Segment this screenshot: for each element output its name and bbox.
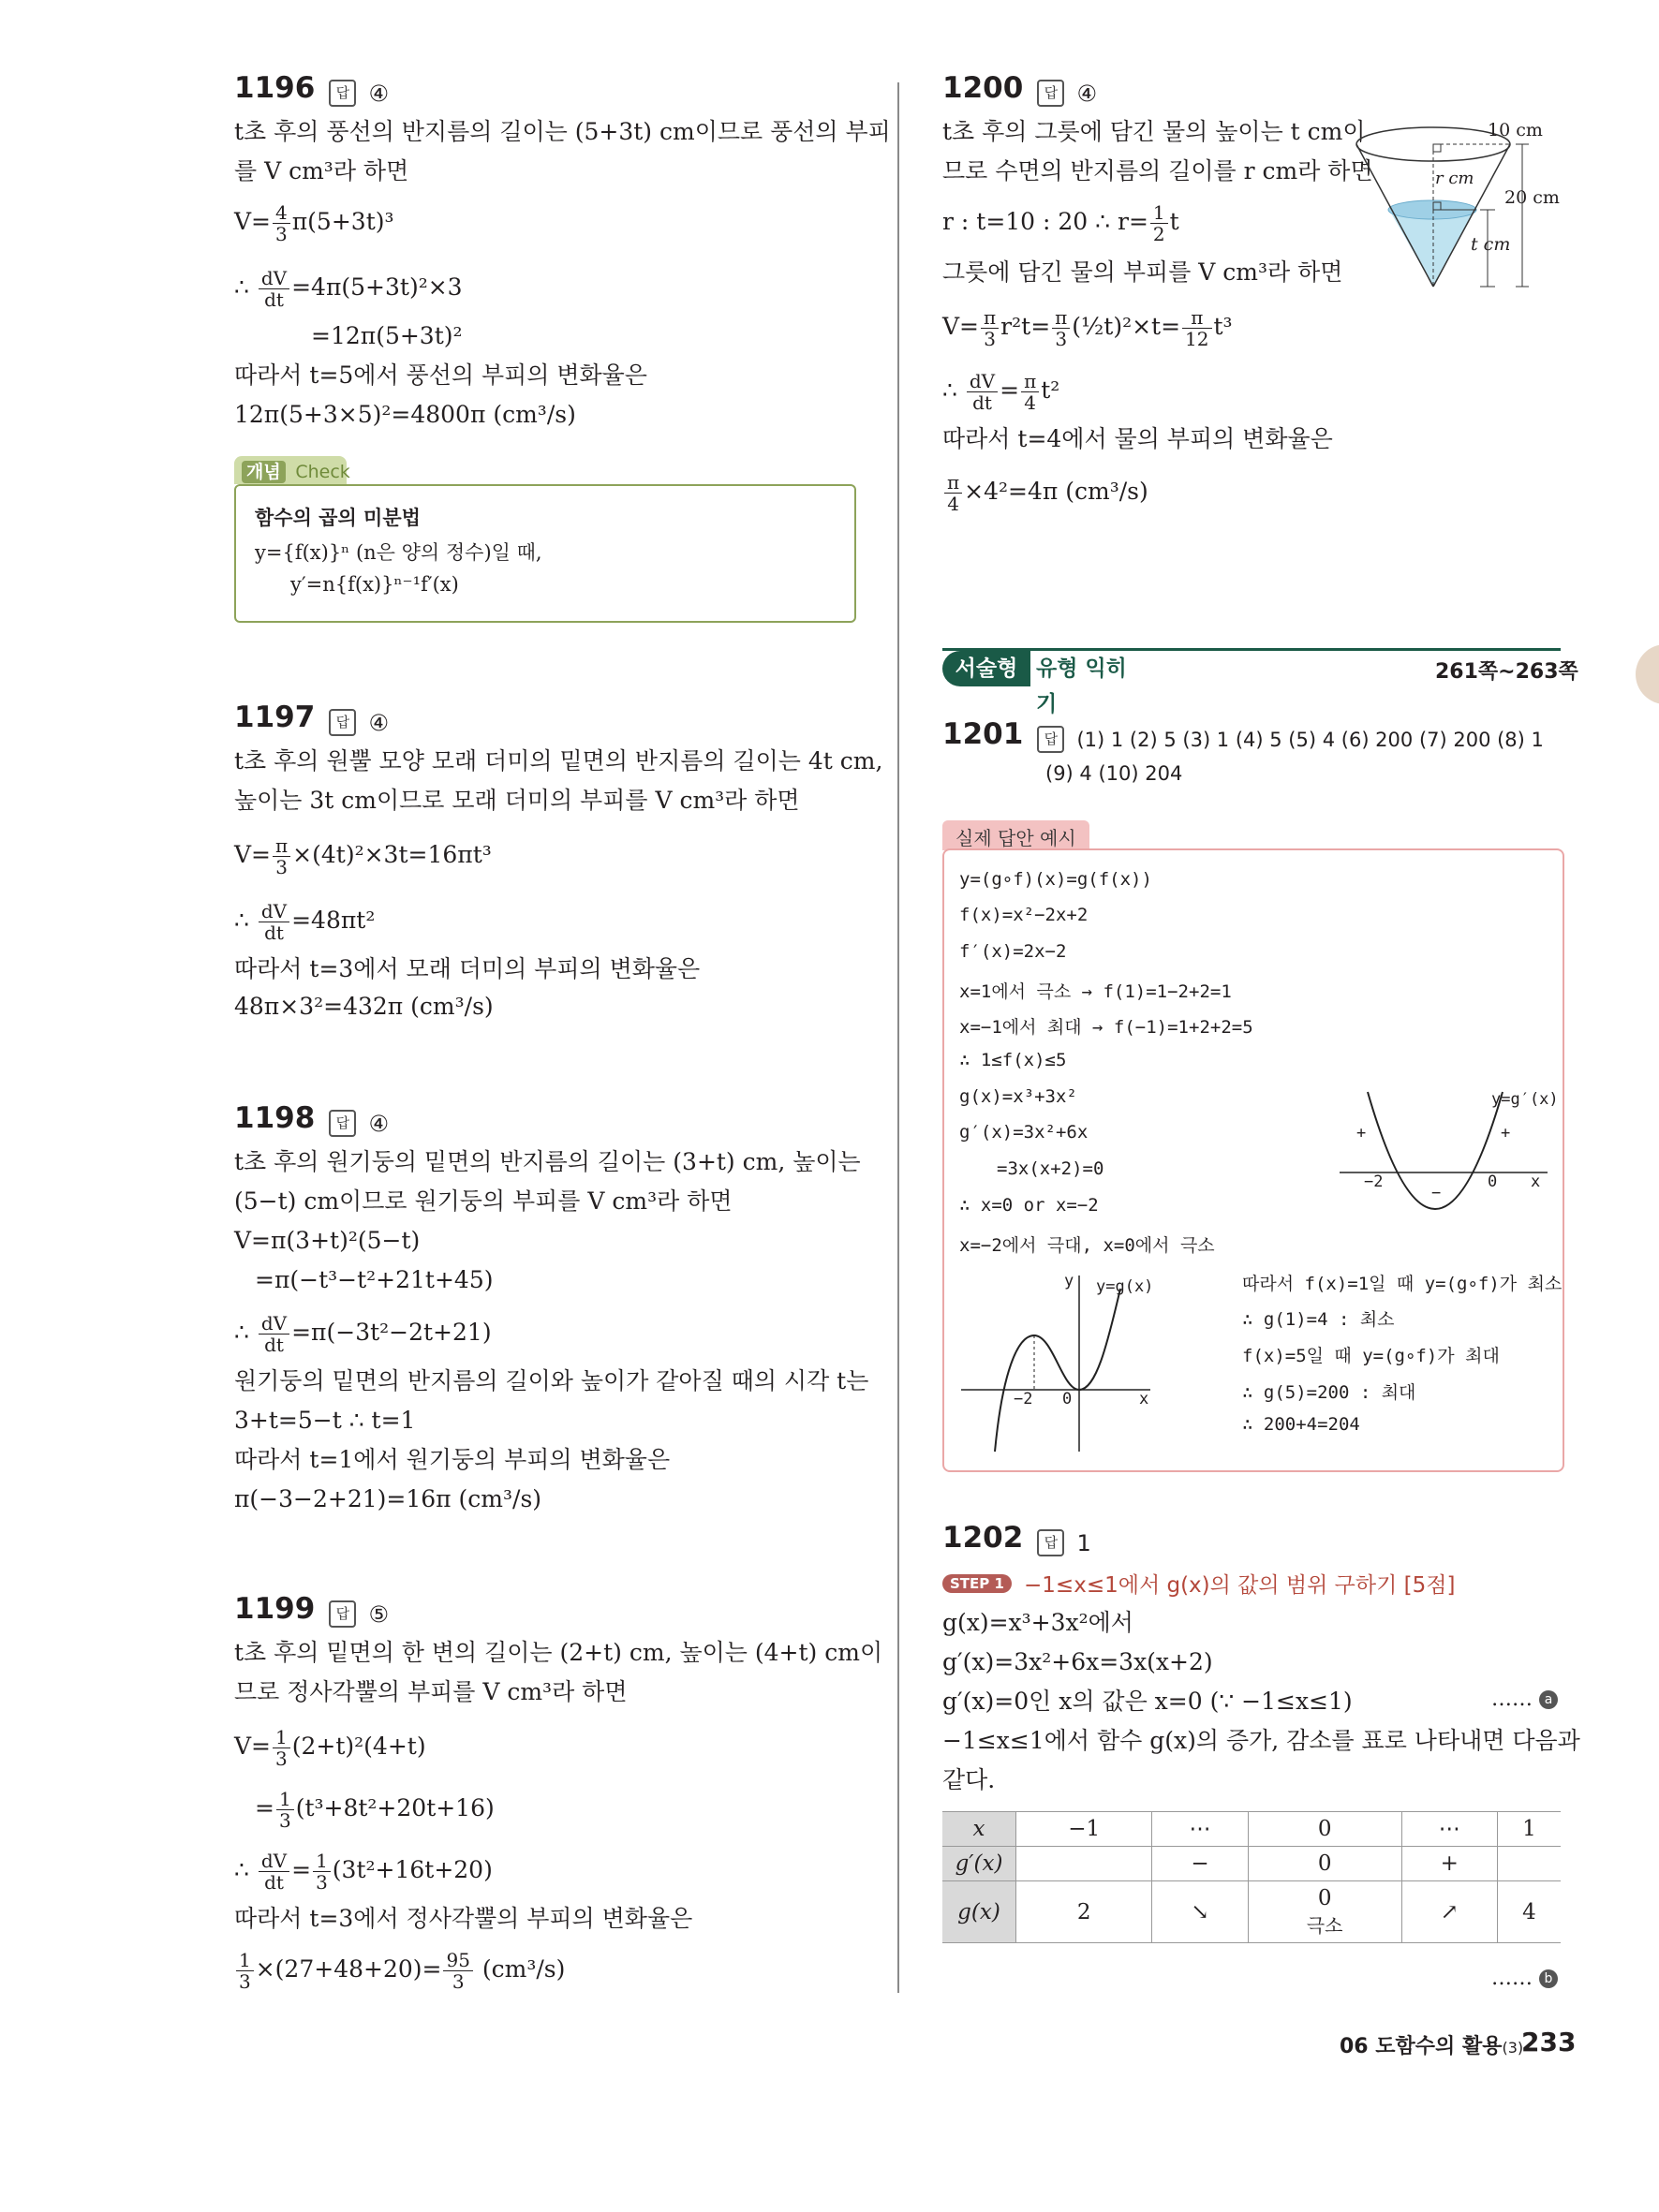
text-line: −1≤x≤1에서 함수 g(x)의 증가, 감소를 표로 나타내면 다음과 <box>942 1727 1580 1754</box>
handwritten-line: f(x)=x²−2x+2 <box>959 905 1089 925</box>
equation-line: ∴ $\frac{dV}{dt}$ = $\frac{\pi}{4}$ t² <box>942 370 1060 414</box>
problem-1200-header <box>942 71 1097 107</box>
text-line: t초 후의 풍선의 반지름의 길이는 (5+3t) cm이므로 풍선의 부피 <box>234 118 891 145</box>
table-row: g(x) 2 ↘ 0 극소 ↗ 4 <box>942 1881 1561 1943</box>
problem-number: 1200 <box>942 71 1024 105</box>
marker-b: …… b <box>1491 1967 1558 1990</box>
graph1-origin: 0 <box>1488 1172 1498 1191</box>
side-tab <box>1636 644 1659 704</box>
graph1-plus-right: + <box>1501 1124 1511 1143</box>
concept-line: y′=n{f(x)}ⁿ⁻¹f′(x) <box>290 573 459 596</box>
graph2-x: x <box>1139 1390 1149 1408</box>
handwritten-line: ∴ x=0 or x=−2 <box>959 1195 1099 1216</box>
text-line: 원기둥의 밑면의 반지름의 길이와 높이가 같아질 때의 시각 t는 <box>234 1367 869 1394</box>
table-row: x −1 ⋯ 0 ⋯ 1 <box>942 1812 1561 1847</box>
text-line: 따라서 t=4에서 물의 부피의 변화율은 <box>942 425 1333 452</box>
handwritten-line: x=−1에서 최대 → f(−1)=1+2+2=5 <box>959 1017 1253 1038</box>
cone-figure <box>1349 116 1564 303</box>
problem-number: 1198 <box>234 1101 316 1135</box>
text-line: 따라서 t=3에서 정사각뿔의 부피의 변화율은 <box>234 1905 693 1932</box>
concept-title: 함수의 곱의 미분법 <box>255 507 421 529</box>
equation-line: $\frac{\pi}{4}$ ×4²=4π (cm³/s) <box>942 472 1148 514</box>
text-line: 같다. <box>942 1766 996 1793</box>
equation-line: V= $\frac{\pi}{3}$ ×(4t)²×3t=16πt³ <box>234 834 492 878</box>
text-line: t초 후의 원뿔 모양 모래 더미의 밑면의 반지름의 길이는 4t cm, <box>234 747 883 774</box>
handwritten-line: x=1에서 극소 → f(1)=1−2+2=1 <box>959 981 1232 1002</box>
graph1-label: y=g′(x) <box>1491 1090 1559 1109</box>
problem-1196-header <box>234 71 389 107</box>
problem-number: 1199 <box>234 1592 316 1626</box>
graph1-tick: −2 <box>1364 1172 1384 1191</box>
variation-table <box>942 1811 1561 1943</box>
text-line: t초 후의 밑면의 한 변의 길이는 (2+t) cm, 높이는 (4+t) cm이 <box>234 1639 883 1666</box>
answer-badge: 답 <box>329 1110 356 1137</box>
text-line: 따라서 t=1에서 원기둥의 부피의 변화율은 <box>234 1446 671 1473</box>
text-line: (5−t) cm이므로 원기둥의 부피를 V cm³라 하면 <box>234 1187 733 1215</box>
section-pill: 서술형 <box>942 651 1030 686</box>
handwritten-line: f(x)=5일 때 y=(g∘f)가 최대 <box>1242 1346 1500 1366</box>
answer-badge: 답 <box>329 709 356 736</box>
cone-radius-label: r cm <box>1435 169 1474 188</box>
equation-line: =12π(5+3t)² <box>311 322 463 349</box>
problem-1202-header <box>942 1521 1091 1556</box>
answer-badge: 답 <box>1037 1529 1064 1556</box>
answer-list: (1) 1 (2) 5 (3) 1 (4) 5 (5) 4 (6) 200 (7) 200 (8) 1 <box>1076 728 1544 751</box>
handwritten-line: 따라서 f(x)=1일 때 y=(g∘f)가 최소 <box>1242 1274 1563 1294</box>
text-line: 12π(5+3×5)²=4800π (cm³/s) <box>234 401 576 428</box>
text-line: t초 후의 원기둥의 밑면의 반지름의 길이는 (3+t) cm, 높이는 <box>234 1148 861 1175</box>
step-badge: STEP 1 <box>942 1574 1012 1593</box>
graph2-y: y <box>1064 1272 1074 1290</box>
graph2-tick: −2 <box>1014 1390 1033 1408</box>
handwritten-line: ∴ 200+4=204 <box>1242 1414 1360 1435</box>
section-title: 유형 익히기 <box>1036 656 1127 716</box>
marker-a: …… a <box>1491 1688 1558 1711</box>
text-line: 를 V cm³라 하면 <box>234 157 409 184</box>
answer-badge: 답 <box>1037 80 1064 107</box>
answer-badge: 답 <box>329 80 356 107</box>
section-pages: 261쪽~263쪽 <box>1435 660 1578 684</box>
handwritten-line: ∴ g(5)=200 : 최대 <box>1242 1382 1416 1403</box>
handwritten-line: g′(x)=3x²+6x <box>959 1122 1089 1143</box>
problem-number: 1196 <box>234 71 316 105</box>
answer-badge: 답 <box>1037 726 1064 753</box>
equation-line: r : t=10 : 20 ∴ r= $\frac{1}{2}$ t <box>942 201 1179 245</box>
text-line: 그릇에 담긴 물의 부피를 V cm³라 하면 <box>942 258 1343 286</box>
answer: ④ <box>368 80 389 107</box>
problem-1197-header <box>234 700 389 736</box>
answer-list: (9) 4 (10) 204 <box>1045 762 1183 785</box>
text-line: 3+t=5−t ∴ t=1 <box>234 1407 416 1434</box>
problem-1201-header <box>942 717 1544 753</box>
equation-line: V=π(3+t)²(5−t) <box>234 1227 421 1254</box>
graph2-origin: 0 <box>1062 1390 1073 1408</box>
text-line: 48π×3²=432π (cm³/s) <box>234 993 494 1020</box>
text-line: π(−3−2+21)=16π (cm³/s) <box>234 1485 542 1512</box>
answer-badge: 답 <box>329 1600 356 1628</box>
handwritten-line: f′(x)=2x−2 <box>959 941 1067 962</box>
handwritten-line: ∴ 1≤f(x)≤5 <box>959 1050 1067 1070</box>
table-row: g′(x) − 0 + <box>942 1847 1561 1881</box>
answer: ④ <box>1076 80 1097 107</box>
handwritten-line: ∴ g(1)=4 : 최소 <box>1242 1309 1395 1330</box>
text-line: g(x)=x³+3x²에서 <box>942 1609 1133 1636</box>
cone-top-label: 10 cm <box>1488 120 1543 140</box>
equation-line: ∴ $\frac{dV}{dt}$ = $\frac{1}{3}$ (3t²+16t+20) <box>234 1850 493 1894</box>
text-line: 므로 정사각뿔의 부피를 V cm³라 하면 <box>234 1678 628 1705</box>
answer: ④ <box>368 709 389 736</box>
text-line: t초 후의 그릇에 담긴 물의 높이는 t cm이 <box>942 118 1366 145</box>
graph1-minus: − <box>1431 1184 1442 1202</box>
cone-t-label: t cm <box>1471 234 1511 255</box>
answer: ④ <box>368 1110 389 1137</box>
text-line: 높이는 3t cm이므로 모래 더미의 부피를 V cm³라 하면 <box>234 787 800 814</box>
equation-line: = $\frac{1}{3}$ (t³+8t²+20t+16) <box>255 1788 495 1832</box>
problem-number: 1201 <box>942 717 1024 751</box>
text-line: g′(x)=0인 x의 값은 x=0 (∵ −1≤x≤1) <box>942 1688 1353 1715</box>
concept-label: 개념 Check <box>242 458 350 483</box>
text-line: g′(x)=3x²+6x=3x(x+2) <box>942 1648 1213 1675</box>
answer: 1 <box>1076 1529 1091 1556</box>
example-label: 실제 답안 예시 <box>955 827 1076 849</box>
equation-line: $\frac{1}{3}$ ×(27+48+20)= $\frac{95}{3}$ (cm³/s) <box>234 1950 565 1992</box>
equation-line: V= $\frac{\pi}{3}$ r²t= $\frac{\pi}{3}$ (½t)²×t= $\frac{\pi}{12}$ t³ <box>942 306 1233 350</box>
handwritten-line: y=(g∘f)(x)=g(f(x)) <box>959 869 1152 890</box>
graph1-x: x <box>1531 1172 1541 1191</box>
problem-1199-header <box>234 1592 389 1628</box>
footer-chapter: 06 도함수의 활용(3) <box>1340 2035 1524 2058</box>
text-line: 므로 수면의 반지름의 길이를 r cm라 하면 <box>942 157 1373 184</box>
equation-line: ∴ $\frac{dV}{dt}$ =48πt² <box>234 900 376 944</box>
equation-line: =π(−t³−t²+21t+45) <box>255 1266 494 1293</box>
equation-line: V= $\frac{4}{3}$ π(5+3t)³ <box>234 201 394 245</box>
problem-number: 1197 <box>234 700 316 734</box>
answer: ⑤ <box>368 1600 389 1628</box>
concept-line: y={f(x)}ⁿ (n은 양의 정수)일 때, <box>255 541 542 564</box>
handwritten-line: g(x)=x³+3x² <box>959 1086 1077 1107</box>
cone-height-label: 20 cm <box>1504 187 1560 208</box>
problem-1198-header <box>234 1101 389 1137</box>
text-line: 따라서 t=5에서 풍선의 부피의 변화율은 <box>234 361 647 389</box>
problem-number: 1202 <box>942 1521 1024 1555</box>
handwritten-line: =3x(x+2)=0 <box>997 1158 1104 1179</box>
step-title: −1≤x≤1에서 g(x)의 값의 범위 구하기 [5점] <box>1024 1573 1456 1598</box>
page-number: 233 <box>1521 2027 1577 2057</box>
handwritten-line: x=−2에서 극대, x=0에서 극소 <box>959 1235 1215 1256</box>
step-header <box>942 1568 1455 1599</box>
graph2-label: y=g(x) <box>1096 1277 1154 1296</box>
column-divider <box>897 82 899 1993</box>
graph-function <box>955 1270 1199 1457</box>
equation-line: ∴ $\frac{dV}{dt}$ =π(−3t²−2t+21) <box>234 1312 492 1356</box>
equation-line: V= $\frac{1}{3}$ (2+t)²(4+t) <box>234 1726 426 1770</box>
equation-line: ∴ $\frac{dV}{dt}$ =4π(5+3t)²×3 <box>234 267 463 311</box>
text-line: 따라서 t=3에서 모래 더미의 부피의 변화율은 <box>234 955 701 982</box>
graph1-plus-left: + <box>1356 1124 1367 1143</box>
